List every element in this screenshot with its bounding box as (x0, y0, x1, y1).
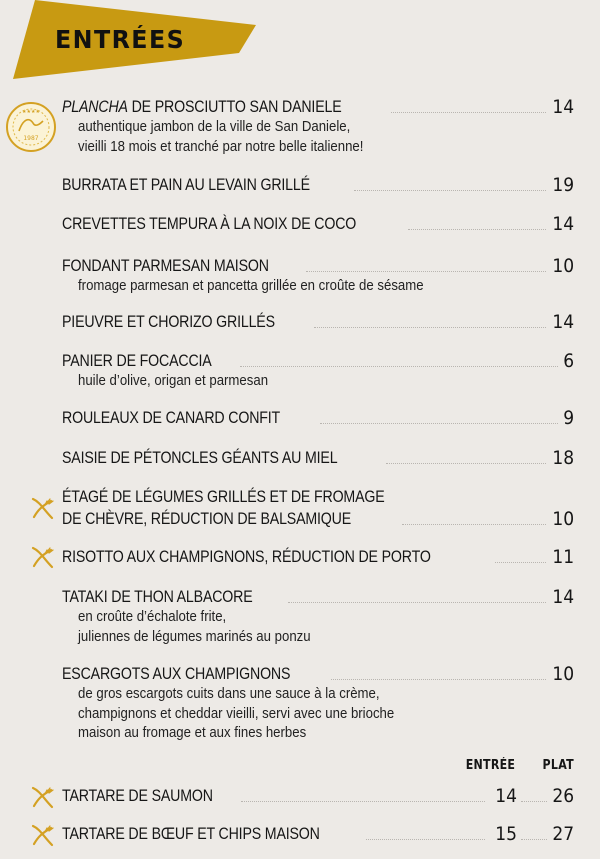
item-name: FONDANT PARMESAN MAISON (62, 257, 269, 275)
item-price: 11 (552, 546, 574, 568)
item-name-line2: DE CHÈVRE, RÉDUCTION DE BALSAMIQUE (62, 510, 352, 528)
wheat-icon (30, 785, 56, 809)
item-price: 9 (563, 407, 574, 429)
column-header-plat: PLAT (542, 758, 574, 773)
item-description: huile d’olive, origan et parmesan (78, 372, 269, 389)
item-name: TARTARE DE BŒUF ET CHIPS MAISON (62, 825, 320, 843)
item-description: en croûte d’échalote frite, (78, 608, 227, 625)
item-price: 10 (552, 663, 574, 685)
menu-item-tartare (62, 784, 574, 806)
item-name: SAISIE DE PÉTONCLES GÉANTS AU MIEL (62, 449, 338, 467)
item-price: 14 (552, 96, 574, 118)
item-price: 14 (552, 311, 574, 333)
section-title: ENTRÉES (55, 25, 186, 54)
item-price: 18 (552, 447, 574, 469)
menu-item (62, 212, 574, 234)
dotted-leader (288, 602, 546, 603)
item-name: ESCARGOTS AUX CHAMPIGNONS (62, 665, 291, 683)
dotted-leader (331, 679, 545, 680)
item-description: champignons et cheddar vieilli, servi avec une brioche (78, 704, 395, 722)
menu-item (62, 173, 574, 195)
dotted-leader (354, 190, 546, 191)
dotted-leader (495, 562, 546, 563)
item-name: ROULEAUX DE CANARD CONFIT (62, 409, 281, 427)
menu-item (62, 254, 574, 296)
item-price: 10 (552, 508, 574, 530)
menu-item (62, 349, 574, 391)
item-name: RISOTTO AUX CHAMPIGNONS, RÉDUCTION DE PORTO (62, 548, 431, 566)
item-description: maison au fromage et aux fines herbes (78, 724, 307, 741)
column-header-entree: ENTRÉE (465, 758, 515, 773)
dotted-leader (241, 801, 484, 802)
item-price: 10 (552, 255, 574, 277)
dotted-leader (408, 229, 546, 230)
patrice-seal-icon (5, 101, 57, 153)
dotted-leader (366, 839, 485, 840)
menu-item (62, 406, 574, 428)
item-price: 6 (563, 350, 574, 372)
item-name: PLANCHA DE PROSCIUTTO SAN DANIELE (62, 98, 342, 116)
item-name: TATAKI DE THON ALBACORE (62, 588, 253, 606)
menu-item (62, 446, 574, 468)
item-price-plat: 26 (552, 785, 574, 807)
item-price-plat: 27 (552, 823, 574, 845)
menu-item (62, 545, 574, 567)
item-name: CREVETTES TEMPURA À LA NOIX DE COCO (62, 215, 357, 233)
dotted-leader (306, 271, 545, 272)
dotted-leader (240, 366, 558, 367)
menu-item (62, 95, 574, 156)
svg-text:★★★★: ★★★★ (22, 109, 40, 115)
dotted-leader (320, 423, 558, 424)
dotted-leader (386, 463, 546, 464)
dotted-leader (391, 112, 546, 113)
section-banner (0, 0, 260, 80)
item-name: PANIER DE FOCACCIA (62, 352, 212, 370)
item-price: 14 (552, 586, 574, 608)
item-name: PIEUVRE ET CHORIZO GRILLÉS (62, 313, 275, 331)
item-price: 14 (552, 213, 574, 235)
item-name: ÉTAGÉ DE LÉGUMES GRILLÉS ET DE FROMAGE (62, 488, 385, 506)
menu-item (62, 485, 574, 529)
item-price-entree: 15 (495, 823, 517, 845)
item-name: TARTARE DE SAUMON (62, 787, 213, 805)
item-description: vieilli 18 mois et tranché par notre belle italienne! (78, 137, 364, 155)
dotted-leader (521, 801, 547, 802)
item-name: BURRATA ET PAIN AU LEVAIN GRILLÉ (62, 176, 310, 194)
dotted-leader (521, 839, 547, 840)
wheat-icon (30, 823, 56, 847)
dotted-leader (314, 327, 546, 328)
item-description: fromage parmesan et pancetta grillée en croûte de sésame (78, 277, 424, 294)
item-description: de gros escargots cuits dans une sauce à la crème, (78, 685, 380, 702)
item-price: 19 (552, 174, 574, 196)
item-description: authentique jambon de la ville de San Daniele, (78, 118, 351, 135)
menu-item-tartare (62, 822, 574, 844)
menu-item (62, 310, 574, 332)
menu-item (62, 585, 574, 646)
wheat-icon (30, 545, 56, 569)
item-description: juliennes de légumes marinés au ponzu (78, 627, 311, 645)
wheat-icon (30, 496, 56, 520)
menu-item (62, 662, 574, 743)
svg-text:1987: 1987 (23, 135, 39, 142)
dotted-leader (402, 524, 546, 525)
item-price-entree: 14 (495, 785, 517, 807)
